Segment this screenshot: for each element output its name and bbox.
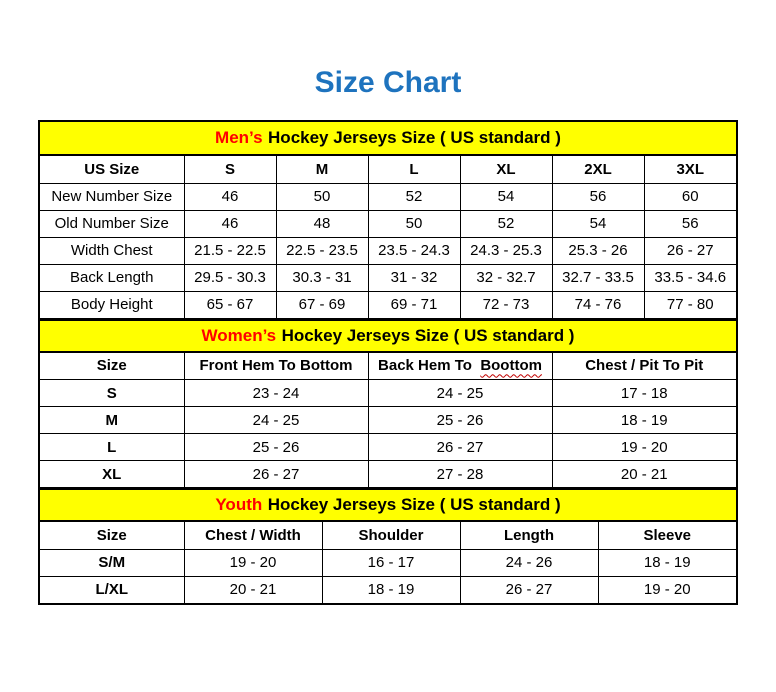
size-cell: 19 - 20: [598, 576, 736, 603]
size-cell: 25.3 - 26: [552, 237, 644, 264]
table-row: [40, 183, 736, 210]
size-cell: 65 - 67: [184, 291, 276, 318]
table-row: [40, 407, 736, 434]
size-cell: 27 - 28: [368, 461, 552, 488]
row-label: XL: [40, 461, 184, 488]
column-header-size: Size: [40, 522, 184, 549]
column-header-s: S: [184, 156, 276, 183]
size-cell: 33.5 - 34.6: [644, 264, 736, 291]
size-cell: 18 - 19: [598, 549, 736, 576]
size-cell: 52: [460, 210, 552, 237]
column-header-shoulder: Shoulder: [322, 522, 460, 549]
row-label: M: [40, 407, 184, 434]
table-row: [40, 461, 736, 488]
page-title: Size Chart: [314, 66, 462, 99]
size-cell: 18 - 19: [322, 576, 460, 603]
column-header-length: Length: [460, 522, 598, 549]
size-cell: 25 - 26: [368, 407, 552, 434]
womens-size-table: [40, 353, 736, 489]
size-cell: 26 - 27: [368, 434, 552, 461]
size-cell: 50: [368, 210, 460, 237]
row-label: Width Chest: [40, 237, 184, 264]
youth-section-header: [40, 488, 736, 522]
column-header-us-size: US Size: [40, 156, 184, 183]
size-cell: 18 - 19: [552, 407, 736, 434]
size-cell: 19 - 20: [184, 549, 322, 576]
size-cell: 26 - 27: [460, 576, 598, 603]
size-cell: 46: [184, 210, 276, 237]
size-cell: 24.3 - 25.3: [460, 237, 552, 264]
size-cell: 23.5 - 24.3: [368, 237, 460, 264]
table-row: [40, 576, 736, 603]
back-hem-label: Back Hem To: [378, 357, 472, 375]
size-cell: 72 - 73: [460, 291, 552, 318]
size-cell: 22.5 - 23.5: [276, 237, 368, 264]
size-cell: 26 - 27: [644, 237, 736, 264]
youth-band-highlight: Youth: [215, 495, 263, 514]
size-cell: 54: [552, 210, 644, 237]
size-cell: 29.5 - 30.3: [184, 264, 276, 291]
column-header-2xl: 2XL: [552, 156, 644, 183]
mens-band-highlight: Men’s: [215, 128, 263, 147]
youth-band-text: Hockey Jerseys Size ( US standard ): [267, 495, 561, 514]
column-header-3xl: 3XL: [644, 156, 736, 183]
size-cell: 24 - 26: [460, 549, 598, 576]
row-label: New Number Size: [40, 183, 184, 210]
column-header-back-hem: [368, 353, 552, 380]
size-cell: 17 - 18: [552, 380, 736, 407]
size-cell: 46: [184, 183, 276, 210]
column-header-front-hem: Front Hem To Bottom: [184, 353, 368, 380]
size-cell: 74 - 76: [552, 291, 644, 318]
size-cell: 67 - 69: [276, 291, 368, 318]
size-cell: 52: [368, 183, 460, 210]
size-cell: 24 - 25: [184, 407, 368, 434]
size-cell: 60: [644, 183, 736, 210]
size-cell: 20 - 21: [184, 576, 322, 603]
size-cell: 19 - 20: [552, 434, 736, 461]
size-cell: 32.7 - 33.5: [552, 264, 644, 291]
size-cell: 21.5 - 22.5: [184, 237, 276, 264]
size-cell: 69 - 71: [368, 291, 460, 318]
size-cell: 25 - 26: [184, 434, 368, 461]
table-row: [40, 549, 736, 576]
row-label: Old Number Size: [40, 210, 184, 237]
size-cell: 50: [276, 183, 368, 210]
size-cell: 48: [276, 210, 368, 237]
youth-size-table: [40, 522, 736, 603]
size-cell: 77 - 80: [644, 291, 736, 318]
table-row: [40, 210, 736, 237]
row-label: S: [40, 380, 184, 407]
size-cell: 54: [460, 183, 552, 210]
table-row: [40, 434, 736, 461]
size-cell: 23 - 24: [184, 380, 368, 407]
size-cell: 56: [644, 210, 736, 237]
column-header-sleeve: Sleeve: [598, 522, 736, 549]
youth-header-row: [40, 522, 736, 549]
column-header-l: L: [368, 156, 460, 183]
column-header-chest-width: Chest / Width: [184, 522, 322, 549]
column-header-size: Size: [40, 353, 184, 380]
womens-band-highlight: Women’s: [201, 325, 277, 345]
size-cell: 31 - 32: [368, 264, 460, 291]
womens-header-row: [40, 353, 736, 380]
table-row: [40, 237, 736, 264]
row-label: L: [40, 434, 184, 461]
size-cell: 26 - 27: [184, 461, 368, 488]
size-cell: 56: [552, 183, 644, 210]
size-cell: 16 - 17: [322, 549, 460, 576]
size-cell: 30.3 - 31: [276, 264, 368, 291]
mens-size-table: [40, 156, 736, 319]
row-label: Back Length: [40, 264, 184, 291]
womens-section-header: [40, 319, 736, 353]
column-header-chest-pit: Chest / Pit To Pit: [552, 353, 736, 380]
size-cell: 24 - 25: [368, 380, 552, 407]
table-row: [40, 380, 736, 407]
table-row: [40, 264, 736, 291]
size-cell: 20 - 21: [552, 461, 736, 488]
mens-header-row: [40, 156, 736, 183]
row-label: L/XL: [40, 576, 184, 603]
mens-band-text: Hockey Jerseys Size ( US standard ): [268, 128, 561, 147]
size-cell: 32 - 32.7: [460, 264, 552, 291]
size-chart: [38, 120, 738, 605]
back-hem-misspelled-word: Boottom: [480, 357, 542, 375]
column-header-xl: XL: [460, 156, 552, 183]
womens-band-text: Hockey Jerseys Size ( US standard ): [281, 325, 575, 345]
mens-section-header: [40, 122, 736, 156]
row-label: S/M: [40, 549, 184, 576]
table-row: [40, 291, 736, 318]
column-header-m: M: [276, 156, 368, 183]
row-label: Body Height: [40, 291, 184, 318]
